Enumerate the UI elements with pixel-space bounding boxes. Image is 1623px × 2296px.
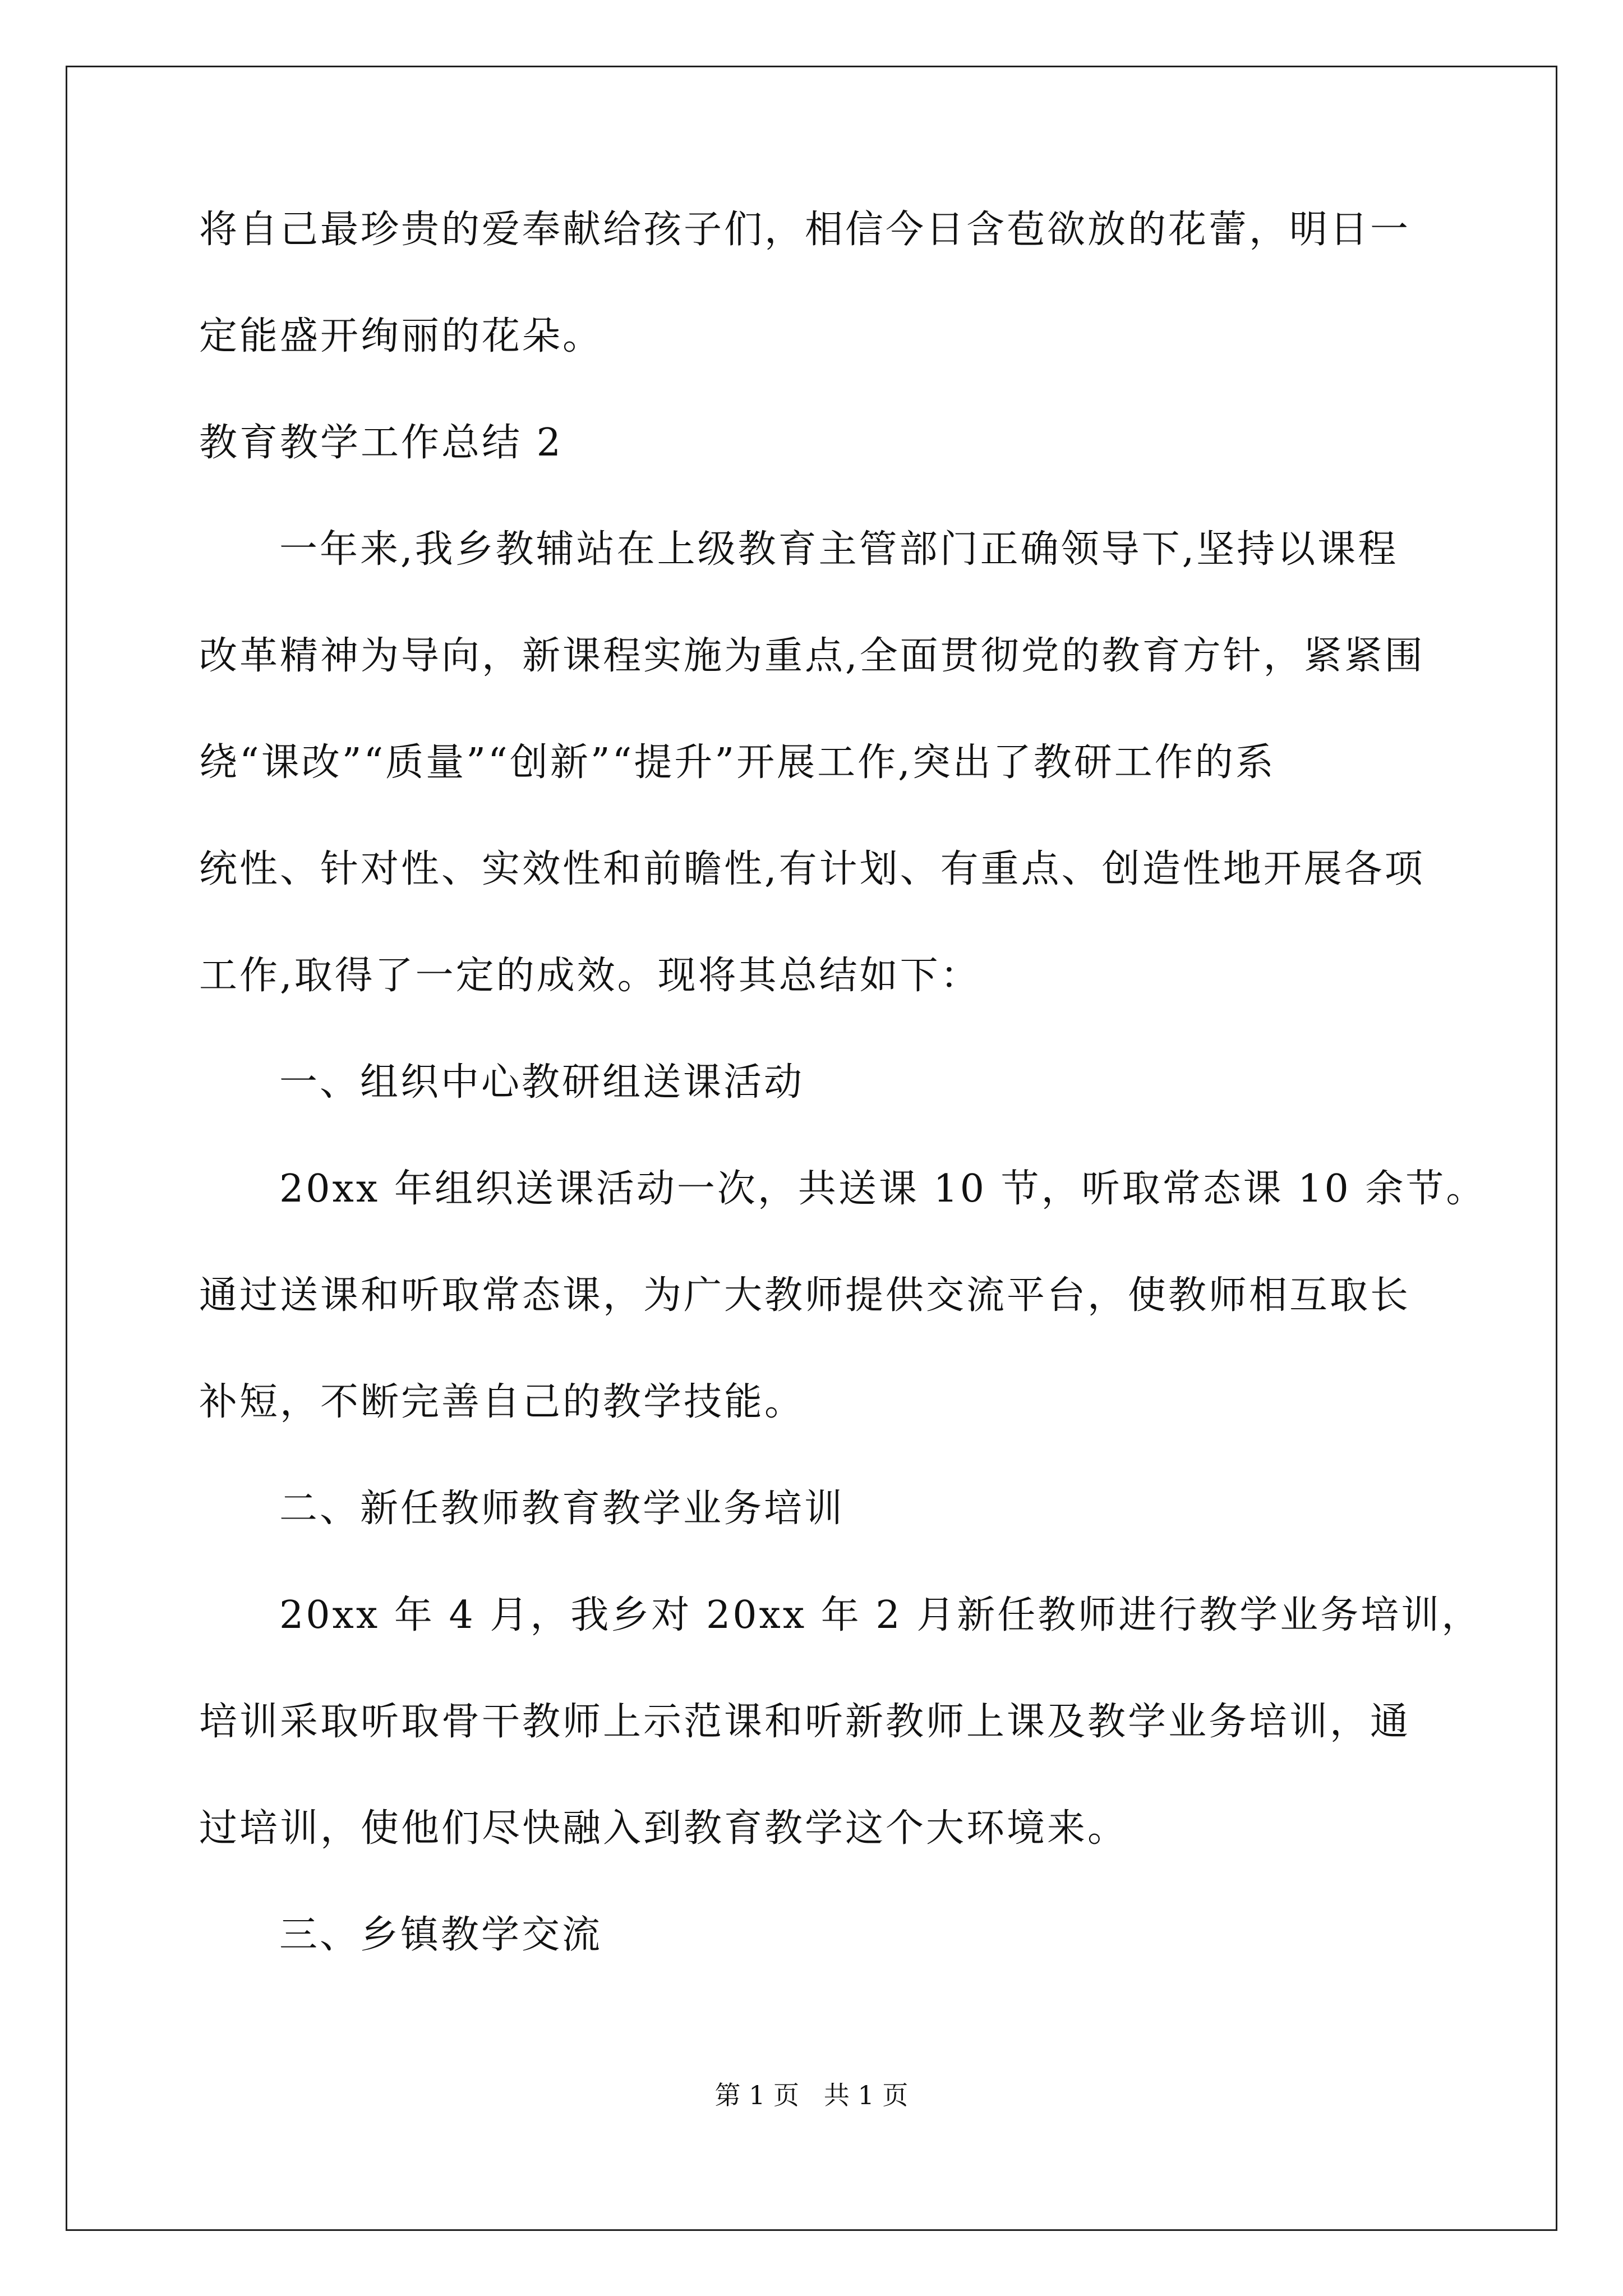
subsection-heading: 一、组织中心教研组送课活动 [279, 1060, 805, 1105]
paragraph-line: 通过送课和听取常态课，为广大教师提供交流平台，使教师相互取长 [199, 1273, 1411, 1318]
subsection-heading: 三、乡镇教学交流 [279, 1913, 603, 1957]
paragraph-line: 工作,取得了一定的成效。现将其总结如下： [199, 954, 981, 998]
paragraph-line: 定能盛开绚丽的花朵。 [199, 314, 603, 358]
subsection-heading: 二、新任教师教育教学业务培训 [279, 1487, 845, 1531]
paragraph-line: 过培训，使他们尽快融入到教育教学这个大环境来。 [199, 1806, 1128, 1851]
paragraph-line: 培训采取听取骨干教师上示范课和听新教师上课及教学业务培训，通 [199, 1700, 1411, 1744]
paragraph-line: 统性、针对性、实效性和前瞻性,有计划、有重点、创造性地开展各项 [199, 847, 1425, 891]
paragraph-line: 一年来,我乡教辅站在上级教育主管部门正确领导下,坚持以课程 [279, 527, 1399, 572]
section-title: 教育教学工作总结 2 [199, 421, 563, 465]
paragraph-line: 将自己最珍贵的爱奉献给孩子们，相信今日含苞欲放的花蕾，明日一 [199, 208, 1411, 252]
paragraph-line: 绕“课改”“质量”“创新”“提升”开展工作,突出了教研工作的系 [199, 740, 1276, 785]
page-border [66, 66, 1557, 2231]
paragraph-line: 补短，不断完善自己的教学技能。 [199, 1380, 805, 1424]
paragraph-line: 20xx 年组织送课活动一次，共送课 10 节，听取常态课 10 余节。 [279, 1167, 1487, 1211]
paragraph-line: 20xx 年 4 月，我乡对 20xx 年 2 月新任教师进行教学业务培训， [279, 1593, 1482, 1637]
paragraph-line: 改革精神为导向，新课程实施为重点,全面贯彻党的教育方针，紧紧围 [199, 634, 1425, 678]
page-footer: 第 1 页 共 1 页 [714, 2080, 909, 2110]
